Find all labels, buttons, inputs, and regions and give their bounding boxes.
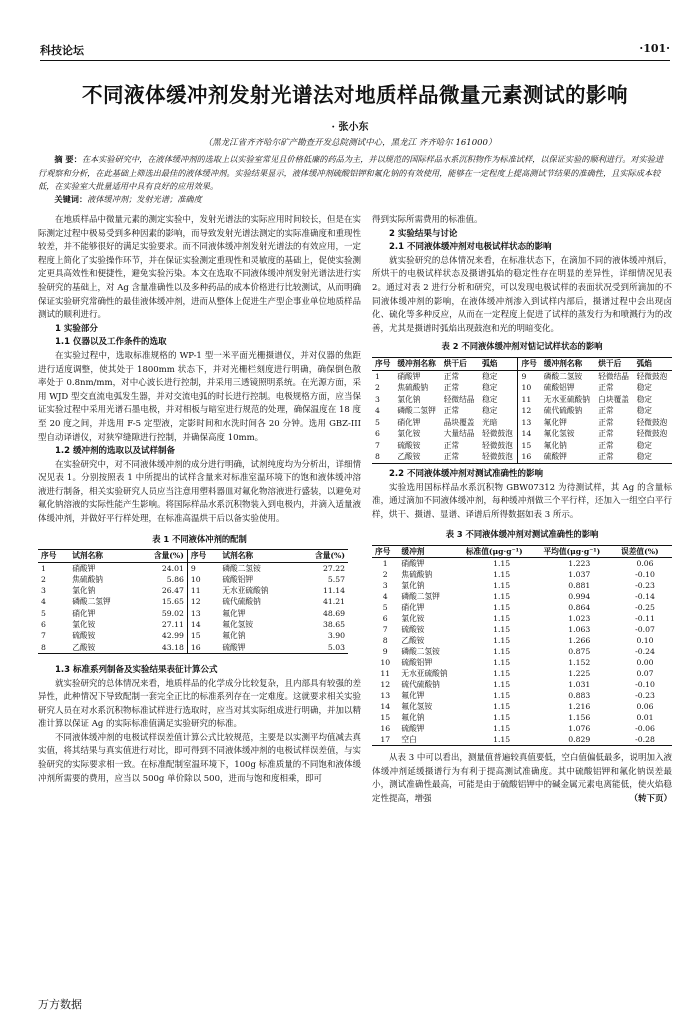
table-cell: -0.06 xyxy=(635,724,655,734)
table-row xyxy=(372,451,672,463)
table-row xyxy=(372,405,672,417)
table-cell: 轻微鼓泡 xyxy=(479,451,518,463)
table-cell: -0.25 xyxy=(635,603,655,613)
table-cell: 氯化铵 xyxy=(72,620,96,630)
table-row xyxy=(372,370,672,382)
intro-paragraph: 在地质样品中微量元素的测定实验中，发射光谱法的实际应用时间较长，但是在实际测定过程中极易受到多种因素的影响，而导致发射光谱法测定的实际准确度和重现性较差，并不能够很好的满足实验要求。而不同液体缓冲剂发射光谱法的有效应用，一定程度上简化了实验操作环节，并在保证实验测定重现性和灵敏度的基础上，促使实验测定更具高效性和便捷性，避免实验污染。本文在选取不同液体缓冲剂发射光谱法进行实验研究的基础上，对 Ag 含量准确性以及多种药品的成本价格进行比较测试，从而明确保证实验研究常确性的最佳液体缓冲剂，进而从整体上促进生产型企事业单位地质样品测试的顺利进行。 xyxy=(38,215,362,321)
table-cell: 轻微结晶 xyxy=(443,394,475,404)
table-row xyxy=(372,382,672,394)
table-cell: 1.225 xyxy=(568,669,591,679)
table2-header: 弧焰 xyxy=(479,357,518,370)
table-cell: 13 xyxy=(521,417,532,427)
table-cell: 稳定 xyxy=(636,383,652,393)
table-cell: 1.216 xyxy=(568,702,591,712)
table-cell: 14 xyxy=(380,702,391,712)
table-cell: 焦硫酸钠 xyxy=(397,383,429,393)
table-cell: 15 xyxy=(380,713,391,723)
table-cell: 氯化铵 xyxy=(401,614,425,624)
table-cell: 1.076 xyxy=(568,724,591,734)
table-row xyxy=(38,596,348,607)
table-cell: 稳定 xyxy=(636,452,652,462)
table-cell: 42.99 xyxy=(134,630,187,641)
table-cell: 硫酸铵 xyxy=(72,631,96,641)
table-cell: 0.00 xyxy=(636,658,654,668)
table-row xyxy=(372,580,672,591)
table-cell: 1.031 xyxy=(568,680,591,690)
paragraph-1-2: 在实验研究中，对不同液体缓冲剂的成分进行明确，试剂纯度均为分析出，详细情况见表 1。分别按照表 1 中所提出的试样含量来对标准室温环境下的饱和液体缓冲溶液进行制备，相关实验研究人员应当注意用塑料器皿对氟化物溶液进行盛装，以避免对氟化钠溶液的实际性能产生影响。将国际样品水系沉积物装入到电极内，并滴入适量液体缓冲剂，并做好平行样处理，在标准高温烘干后以备实验使用。 xyxy=(38,459,362,525)
table-cell: 7 xyxy=(375,440,380,450)
table-cell: 1.152 xyxy=(568,658,591,668)
table-cell: 11.14 xyxy=(322,586,345,596)
table-cell: 2 xyxy=(41,574,46,584)
left-column xyxy=(38,214,361,786)
subsection-heading-1-3: 1.3 标准系列制备及实验结果表征计算公式 xyxy=(55,664,218,675)
table-cell: 无水亚硫酸钠 xyxy=(543,394,590,404)
table-cell: 氯化铵 xyxy=(397,429,421,439)
table-cell: 正常 xyxy=(443,406,460,416)
table-cell: 12 xyxy=(190,597,201,607)
table-cell: 硫酸铝钾 xyxy=(222,574,254,584)
table-cell: -0.23 xyxy=(635,581,655,591)
table-cell: 磷酸二氢铵 xyxy=(222,563,261,573)
table3-header: 标准值(μg·g⁻¹) xyxy=(463,545,541,557)
table-cell: 硫酸铵 xyxy=(401,625,425,635)
table-row xyxy=(38,630,348,641)
paper-title: 不同液体缓冲剂发射光谱法对地质样品微量元素测试的影响 xyxy=(82,83,628,107)
table2-caption: 表 2 不同液体缓冲剂对惦记试样状态的影响 xyxy=(441,341,603,352)
table-cell: 0.875 xyxy=(568,647,591,657)
table-row xyxy=(372,734,672,746)
table-cell: 0.881 xyxy=(568,581,591,591)
table-cell: 稳定 xyxy=(636,440,652,450)
table-cell: 1.15 xyxy=(493,625,511,635)
table-cell: 5.03 xyxy=(327,642,345,652)
table2-header: 缓冲剂名称 xyxy=(394,357,440,370)
table-cell: 氟化钠 xyxy=(401,713,425,723)
table-cell: 27.11 xyxy=(134,619,187,630)
table-cell: 9 xyxy=(190,563,196,573)
table-cell: 氯化钠 xyxy=(397,394,421,404)
table-cell: 0.06 xyxy=(636,559,654,569)
table-cell: 7 xyxy=(41,631,46,641)
table-cell: -0.24 xyxy=(635,647,655,657)
table-cell: 氟化氢铵 xyxy=(222,620,254,630)
table-cell: 12 xyxy=(521,406,532,416)
table-cell: 正常 xyxy=(443,440,460,450)
table-cell: 7 xyxy=(382,625,388,635)
table-cell: 1.15 xyxy=(493,669,511,679)
table-row xyxy=(372,613,672,624)
table-cell: 稳定 xyxy=(479,382,518,394)
table-cell: 硫代硫酸钠 xyxy=(222,597,261,607)
table-cell: 正常 xyxy=(598,406,614,416)
table-cell: 43.18 xyxy=(134,642,187,654)
table-cell: 0.883 xyxy=(568,691,591,701)
table-cell: 轻微结晶 xyxy=(598,371,629,381)
table1-header: 含量(%) xyxy=(295,550,348,562)
table-cell: 正常 xyxy=(443,371,460,381)
table-row xyxy=(372,440,672,452)
table-cell: 磷酸二氢钾 xyxy=(397,406,436,416)
table-cell: 无水亚硫酸钠 xyxy=(401,669,448,679)
table-cell: 9 xyxy=(382,647,388,657)
table-row xyxy=(372,657,672,668)
table-row xyxy=(372,723,672,734)
table-cell: 正常 xyxy=(443,452,460,462)
table-cell: 4 xyxy=(41,597,46,607)
table-cell: 稳定 xyxy=(636,406,652,416)
paragraph-conclusion xyxy=(372,752,672,806)
table-cell: 1.15 xyxy=(493,658,511,668)
table-cell: 氟化钠 xyxy=(222,631,246,641)
table-cell: 磷酸二氢钾 xyxy=(72,597,111,607)
table-row xyxy=(38,642,348,654)
table1-caption: 表 1 不同液体冲剂的配制 xyxy=(152,533,247,544)
table-cell: 氯化钠 xyxy=(401,581,425,591)
table3-caption: 表 3 不同液体缓冲剂对测试准确性的影响 xyxy=(445,529,599,540)
table-row xyxy=(38,619,348,630)
table-cell: 焦硫酸钠 xyxy=(72,574,103,584)
table-cell: 空白 xyxy=(401,735,417,745)
table-row xyxy=(372,591,672,602)
table-cell: 1.15 xyxy=(493,592,511,602)
table-cell: 硫酸钾 xyxy=(222,642,246,652)
table-cell: 10 xyxy=(380,658,391,668)
table-cell: 氟化钾 xyxy=(401,691,425,701)
table-cell: 5 xyxy=(382,603,388,613)
table-row xyxy=(372,602,672,613)
table-cell: 8 xyxy=(382,636,388,646)
paragraph-2-2: 实验选用国标样品水系沉积物 GBW07312 为待测试样，其 Ag 的含量标准，通过滴加不同液体缓冲剂，每种缓冲剂做三个平行样，还加入一组空白平行样，烘干、摄谱、显谱、译谱后所得数据如表 3 所示。 xyxy=(372,482,672,520)
table-cell: 15 xyxy=(521,440,532,450)
table-cell: 乙酸铵 xyxy=(401,636,425,646)
right-column xyxy=(372,214,672,807)
table-cell: 2 xyxy=(382,570,388,580)
table-cell: 1.15 xyxy=(493,614,511,624)
table-cell: 1.156 xyxy=(568,713,591,723)
table-cell: 0.06 xyxy=(636,702,654,712)
table-cell: 稳定 xyxy=(479,394,518,406)
table-cell: 正常 xyxy=(443,383,460,393)
table-cell: 轻微鼓泡 xyxy=(636,429,668,439)
table-cell: 稳定 xyxy=(479,370,518,382)
affiliation: （黑龙江省齐齐哈尔矿产勘查开发总院测试中心，黑龙江 齐齐哈尔 161000） xyxy=(203,138,497,148)
table-cell: 乙酸铵 xyxy=(397,452,421,462)
table-cell: 氟化钾 xyxy=(543,417,567,427)
table-cell: 1.15 xyxy=(493,603,511,613)
table-cell: 3 xyxy=(41,586,46,596)
table2-header: 烘干后 xyxy=(441,357,479,370)
table-cell: 硝化钾 xyxy=(72,608,96,618)
table-cell: 正常 xyxy=(598,440,614,450)
table-cell: 氟化氢铵 xyxy=(401,702,433,712)
table-cell: 5.86 xyxy=(134,574,187,585)
table-cell: 硝化钾 xyxy=(401,603,425,613)
table2-header: 序号 xyxy=(518,357,541,370)
table-cell: 3 xyxy=(382,581,388,591)
table-cell: 10 xyxy=(190,574,201,584)
subsection-heading-1-2: 1.2 缓冲剂的选取以及试样制备 xyxy=(55,446,176,457)
keywords-label: 关键词： xyxy=(54,194,88,204)
table-cell: 氯化钠 xyxy=(72,586,96,596)
table3-header-row xyxy=(372,545,672,557)
footer-watermark: 万方数据 xyxy=(38,998,82,1011)
table1-header: 含量(%) xyxy=(134,550,187,562)
table-cell: 正常 xyxy=(598,417,614,427)
table1-header: 试剂名称 xyxy=(69,550,134,562)
table1-header: 试剂名称 xyxy=(219,550,295,562)
table-row xyxy=(38,608,348,619)
table-row xyxy=(38,562,348,574)
table-cell: 0.07 xyxy=(636,669,654,679)
table-cell: 正常 xyxy=(598,429,614,439)
table-cell: 光暗 xyxy=(479,417,518,429)
table-cell: 38.65 xyxy=(322,620,345,630)
subsection-heading-2-1: 2.1 不同液体缓冲剂对电极试样状态的影响 xyxy=(389,242,552,253)
paragraph-1-3b: 不同液体缓冲剂的电极试样误差值计算公式比较规范，主要是以实测平均值减去真实值，将其结果与真实值进行对比，即可得到不同液体缓冲剂的电极试样误差值，与实验研究的实际要求相一致。在标准配制室温环境下，100g 标准质量的不同饱和液体缓冲剂所需要的费用，应当以 500g 单价除以 500，进而与饱和度相乘，即可 xyxy=(38,732,362,784)
table-cell: 轻微鼓泡 xyxy=(636,371,668,381)
table-cell: 1.15 xyxy=(493,702,511,712)
table-cell: 1.15 xyxy=(493,724,511,734)
table-cell: 硝酸钾 xyxy=(72,563,96,573)
table-cell: 11 xyxy=(190,586,201,596)
table-row xyxy=(372,569,672,580)
abstract-text: 在本实验研究中，在液体缓冲剂的选取上以实验室常见且价格低廉的药品为主，并以规范的国际样品水系沉积物作为标准试样，以保证实验的顺利进行。对实验进行观察和分析，在此基础上筛选出最佳的液体缓冲剂。实验结果显示，液体缓冲剂硫酸铝钾和氟化钠的有效使用，能够在一定程度上提高测试节结果的准确性，且实际成本较低，在实验室大批量适用中具有良好的应用效果。 xyxy=(38,154,664,191)
table-cell: 9 xyxy=(521,371,527,381)
header-rule xyxy=(40,60,670,61)
running-header xyxy=(40,42,670,58)
table-cell: 硫酸铝钾 xyxy=(543,383,575,393)
table-cell: 1.15 xyxy=(493,735,511,745)
table-cell: 轻微鼓泡 xyxy=(479,440,518,452)
table-cell: 氟化氢铵 xyxy=(543,429,575,439)
table-cell: 硫酸铵 xyxy=(397,440,421,450)
table2-header: 序号 xyxy=(372,357,394,370)
paragraph-1-3a: 就实验研究的总体情况来看，地质样品的化学成分比较复杂，且内部具有较强的差异性，此种情况下导致配制一套完全正比的标准系列存在一定难度。这就要求相关实验研究人员在对水系沉积物标准试样进行选取时，应当对其实际组成进行明确，并加以精准计算以保证 Ag 的实际标准值满足实验研究的标准。 xyxy=(38,678,362,730)
table-1 xyxy=(38,549,348,654)
table-cell: -0.28 xyxy=(635,735,655,745)
table-row xyxy=(372,712,672,723)
table2-header: 缓冲剂名称 xyxy=(541,357,595,370)
table-cell: 15.65 xyxy=(134,596,187,607)
section-heading-1: 1 实验部分 xyxy=(55,323,98,334)
table-cell: 24.01 xyxy=(134,562,187,574)
table-cell: 0.994 xyxy=(568,592,591,602)
table-cell: 11 xyxy=(521,394,532,404)
table-row xyxy=(372,646,672,657)
table-cell: 5.57 xyxy=(327,574,345,584)
table-cell: 11 xyxy=(380,669,391,679)
table-cell: 1.15 xyxy=(493,570,511,580)
table-cell: 磷酸二氢钾 xyxy=(401,592,440,602)
table-cell: 1.15 xyxy=(493,559,511,569)
table-cell: 正常 xyxy=(598,383,614,393)
table-cell: 1.023 xyxy=(568,614,591,624)
keywords-text: 液体缓冲剂；发射光谱；准确度 xyxy=(87,194,202,204)
table-cell: 16 xyxy=(521,452,532,462)
table-cell: 1.063 xyxy=(568,625,591,635)
subsection-heading-1-1: 1.1 仪器以及工作条件的选取 xyxy=(55,337,167,348)
table2-header: 烘干后 xyxy=(595,357,633,370)
table-cell: 13 xyxy=(190,608,201,618)
paragraph-1-1: 在实验过程中，选取标准规格的 WP-1 型一米平面光栅摄谱仪，并对仪器的焦距进行适度调整，使其处于 1800mm 状态下，并对光栅栏刻度进行明确，确保倒色散率处于 0.8nm/mm，对中心波长进行控制，并采用三透镜照明系统。在光源方面，采用 WJD 型交直流电弧发生器，并对交流电弧的时长进行控制。电极规格方面，应当保证实验过程中采用光谱石墨电极，并对相板与暗室进行规范的处理，确保温度在 18 度至 20 度之间，并选用 F-5 定型液，定影时间和水洗时间各 20 分钟。选用 GBZ-III 型自动译谱仪，对狭窄缝隙进行控制，并确保高度 10mm。 xyxy=(38,350,361,443)
table-cell: 1.15 xyxy=(493,713,511,723)
table-cell: 2 xyxy=(375,383,380,393)
table-cell: 0.864 xyxy=(568,603,591,613)
table-cell: 1.15 xyxy=(493,581,511,591)
table-cell: -0.07 xyxy=(635,625,655,635)
table-cell: 15 xyxy=(190,631,201,641)
table1-header: 序号 xyxy=(187,550,219,562)
table-cell: 0.10 xyxy=(636,636,654,646)
table-cell: 硫酸铝钾 xyxy=(401,658,433,668)
table-cell: 1 xyxy=(375,371,380,381)
table3-header: 平均值(μg·g⁻¹) xyxy=(540,545,618,557)
table-row xyxy=(372,417,672,429)
table-cell: 0.01 xyxy=(636,713,654,723)
table-cell: 正常 xyxy=(598,452,614,462)
table-cell: 焦硫酸钠 xyxy=(401,570,433,580)
table-cell: 稳定 xyxy=(479,405,518,417)
table-cell: 氟化钾 xyxy=(222,608,246,618)
table-cell: 6 xyxy=(375,429,380,439)
table-cell: 14 xyxy=(521,429,532,439)
table-cell: 13 xyxy=(380,691,391,701)
table-2 xyxy=(372,357,672,464)
table-cell: 4 xyxy=(382,592,388,602)
table-cell: 5 xyxy=(41,608,46,618)
table-cell: 0.829 xyxy=(568,735,591,745)
table-cell: 1.15 xyxy=(493,636,511,646)
table-cell: 3.90 xyxy=(327,631,345,641)
table-cell: 41.21 xyxy=(322,597,345,607)
table-cell: -0.11 xyxy=(635,614,655,624)
table-cell: 8 xyxy=(41,642,46,652)
table-cell: 无水亚硫酸钠 xyxy=(222,586,269,596)
table-cell: 硝化钾 xyxy=(397,417,421,427)
table1-header-row xyxy=(38,550,348,562)
table-row xyxy=(372,679,672,690)
abstract-label: 摘 要： xyxy=(54,154,82,164)
table-cell: 氟化钠 xyxy=(543,440,567,450)
table-row xyxy=(372,668,672,679)
table-cell: -0.10 xyxy=(635,680,655,690)
table-row xyxy=(372,624,672,635)
table-cell: 1.223 xyxy=(568,559,591,569)
table-row xyxy=(372,428,672,440)
page-number: ·101· xyxy=(639,42,670,55)
table-cell: 硝酸钾 xyxy=(397,371,421,381)
table3-header: 误差值(%) xyxy=(618,545,672,557)
table-cell: 轻微鼓泡 xyxy=(636,417,668,427)
table-cell: 14 xyxy=(190,620,201,630)
table-cell: 8 xyxy=(375,452,380,462)
table-cell: 1.266 xyxy=(568,636,591,646)
paragraph-continued: 得到实际所需费用的标准值。 xyxy=(372,215,483,225)
table-cell: 1.15 xyxy=(493,680,511,690)
table-row xyxy=(372,701,672,712)
table-cell: 1 xyxy=(382,559,388,569)
table-cell: 硫酸钾 xyxy=(401,724,425,734)
table-row xyxy=(372,690,672,701)
abstract xyxy=(38,153,670,194)
table-cell: 26.47 xyxy=(134,585,187,596)
table-cell: -0.23 xyxy=(635,691,655,701)
table-row xyxy=(372,558,672,570)
table3-header: 序号 xyxy=(372,545,398,557)
table-cell: 乙酸铵 xyxy=(72,642,96,652)
table-cell: 1.037 xyxy=(568,570,591,580)
table-cell: 硝酸钾 xyxy=(401,559,425,569)
table-cell: 硫酸钾 xyxy=(543,452,567,462)
table-cell: 16 xyxy=(380,724,391,734)
conclusion-text: 从表 3 中可以看出，测量值普遍较真值要低，空白值偏低最多，说明加入液体缓冲剂延缓摄谱行为有利于提高测试准确度。其中硫酸铝钾和氟化钠误差最小，测试准确性最高，可能是由于硫酸铝钾中的碱金属元素电离能低，使火焰稳定性提高，增强 xyxy=(372,753,672,804)
table-cell: 磷酸二氢铵 xyxy=(543,371,583,381)
table-cell: 磷酸二氢铵 xyxy=(401,647,440,657)
section-heading-2: 2 实验结果与讨论 xyxy=(389,228,458,239)
table-cell: 白块覆盖 xyxy=(598,394,629,404)
table-cell: 17 xyxy=(380,735,391,745)
table-cell: 1 xyxy=(41,563,46,573)
table3-header: 缓冲剂 xyxy=(398,545,462,557)
table-3 xyxy=(372,545,672,746)
subsection-heading-2-2: 2.2 不同液体缓冲剂对测试准确性的影响 xyxy=(389,468,544,479)
table-row xyxy=(38,574,348,585)
table2-header: 弧焰 xyxy=(634,357,672,370)
table-cell: 硫代硫酸钠 xyxy=(543,406,583,416)
keywords xyxy=(38,194,670,205)
table1-header: 序号 xyxy=(38,550,69,562)
table-cell: 3 xyxy=(375,394,380,404)
author: · 张小东 xyxy=(331,122,369,133)
table-cell: 稳定 xyxy=(636,394,652,404)
table-cell: 6 xyxy=(382,614,388,624)
table-cell: 5 xyxy=(375,417,380,427)
table-cell: 6 xyxy=(41,620,46,630)
continued-note: （转下页） xyxy=(629,793,672,804)
table-cell: 10 xyxy=(521,383,532,393)
table-row xyxy=(372,635,672,646)
table-cell: 48.69 xyxy=(322,608,345,618)
table-row xyxy=(38,585,348,596)
table-cell: 大量结晶 xyxy=(443,429,475,439)
table-row xyxy=(372,394,672,406)
table-cell: -0.14 xyxy=(635,592,655,602)
table-cell: 硫代硫酸钠 xyxy=(401,680,440,690)
table-cell: 4 xyxy=(375,406,380,416)
paragraph-2-1: 就实验研究的总体情况来看，在标准状态下，在滴加不同的液体缓冲剂后，所烘干的电极试样状态及摄谱弧焰的稳定性存在明显的差异性，详细情况见表 2。通过对表 2 进行分析和研究，可以发现电极试样的表面状况受到所滴加的不同液体缓冲剂的影响，在液体缓冲剂渗入到试样内部后，摄谱过程中会出现卤化、硫化等多种反应，从而在一定程度上促进了试样的蒸发行为和喷溅行为的改善，尤其是摄谱时弧焰出现鼓泡和光的明暗变化。 xyxy=(372,255,672,334)
table-cell: 1.15 xyxy=(493,647,511,657)
table-cell: 16 xyxy=(190,642,201,652)
section-label: 科技论坛 xyxy=(40,44,84,57)
table-cell: 12 xyxy=(380,680,391,690)
table2-header-row xyxy=(372,357,672,370)
table-cell: -0.10 xyxy=(635,570,655,580)
table-cell: 晶块覆盖 xyxy=(443,417,475,427)
table-cell: 59.02 xyxy=(134,608,187,619)
table-cell: 轻微鼓泡 xyxy=(479,428,518,440)
table-cell: 1.15 xyxy=(493,691,511,701)
table-cell: 27.22 xyxy=(322,563,345,573)
